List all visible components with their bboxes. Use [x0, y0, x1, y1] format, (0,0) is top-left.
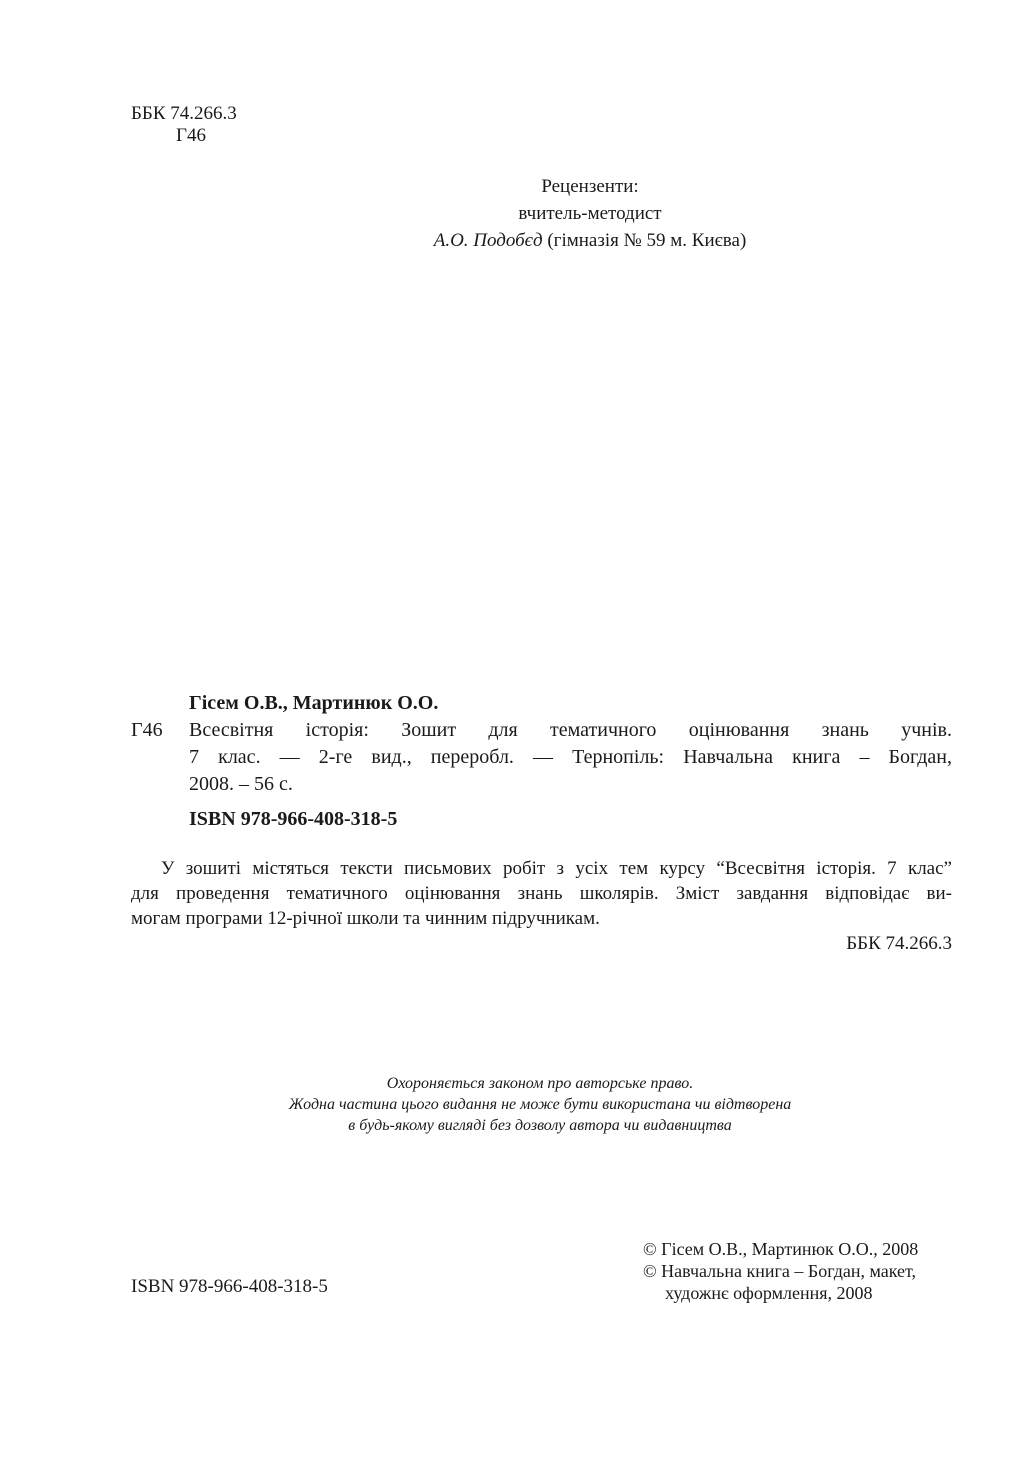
reviewer-affiliation: (гімназія № 59 м. Києва) [542, 230, 747, 251]
reviewer-name: А.О. Подобєд [433, 230, 543, 251]
catalog-description-line3: 2008. – 56 с. [189, 773, 293, 795]
copyright-block [643, 1238, 918, 1304]
catalog-card [131, 690, 952, 833]
catalog-row [131, 717, 952, 744]
copyright-notice-line2: Жодна частина цього видання не може бути використана чи відтворена [288, 1096, 792, 1113]
annotation-paragraph [131, 856, 952, 931]
copyright-notice-line1: Охороняється законом про авторське право. [386, 1075, 694, 1092]
copyright-publisher: © Навчальна книга – Богдан, макет, [643, 1261, 917, 1281]
annotation-block [131, 856, 952, 956]
reviewer-line [200, 227, 980, 254]
catalog-description-line1: Всесвітня історія: Зошит для тематичного оцінювання знань учнів. [189, 719, 952, 741]
copyright-notice [150, 1073, 930, 1136]
annotation-bbk: ББК 74.266.3 [846, 933, 952, 954]
copyright-design: художнє оформлення, 2008 [665, 1283, 873, 1303]
copyright-authors: © Гісем О.В., Мартинюк О.О., 2008 [643, 1239, 919, 1259]
bbk-header [131, 103, 237, 147]
copyright-notice-line3: в будь-якому вигляді без дозволу автора чи видавництва [348, 1117, 732, 1134]
annotation-line2: для проведення тематичного оцінювання знань школярів. Зміст завдання відповідає ви- [131, 883, 952, 904]
catalog-description-line2: 7 клас. — 2-ге вид., переробл. — Тернопіль: Навчальна книга – Богдан, [189, 746, 952, 768]
catalog-authors: Гісем О.В., Мартинюк О.О. [189, 692, 439, 714]
catalog-code: Г46 [131, 719, 163, 741]
annotation-line1: У зошиті містяться тексти письмових робіт з усіх тем курсу “Всесвітня історія. 7 клас” [161, 858, 952, 879]
author-mark: Г46 [176, 125, 206, 146]
footer-isbn: ISBN 978-966-408-318-5 [131, 1276, 328, 1297]
reviewers-block [200, 173, 980, 254]
reviewer-role: вчитель-методист [518, 203, 662, 224]
bbk-index: ББК 74.266.3 [131, 103, 237, 124]
catalog-isbn: ISBN 978-966-408-318-5 [189, 808, 398, 830]
reviewers-heading: Рецензенти: [541, 176, 639, 197]
annotation-line3: могам програми 12-річної школи та чинним підручникам. [131, 908, 600, 929]
